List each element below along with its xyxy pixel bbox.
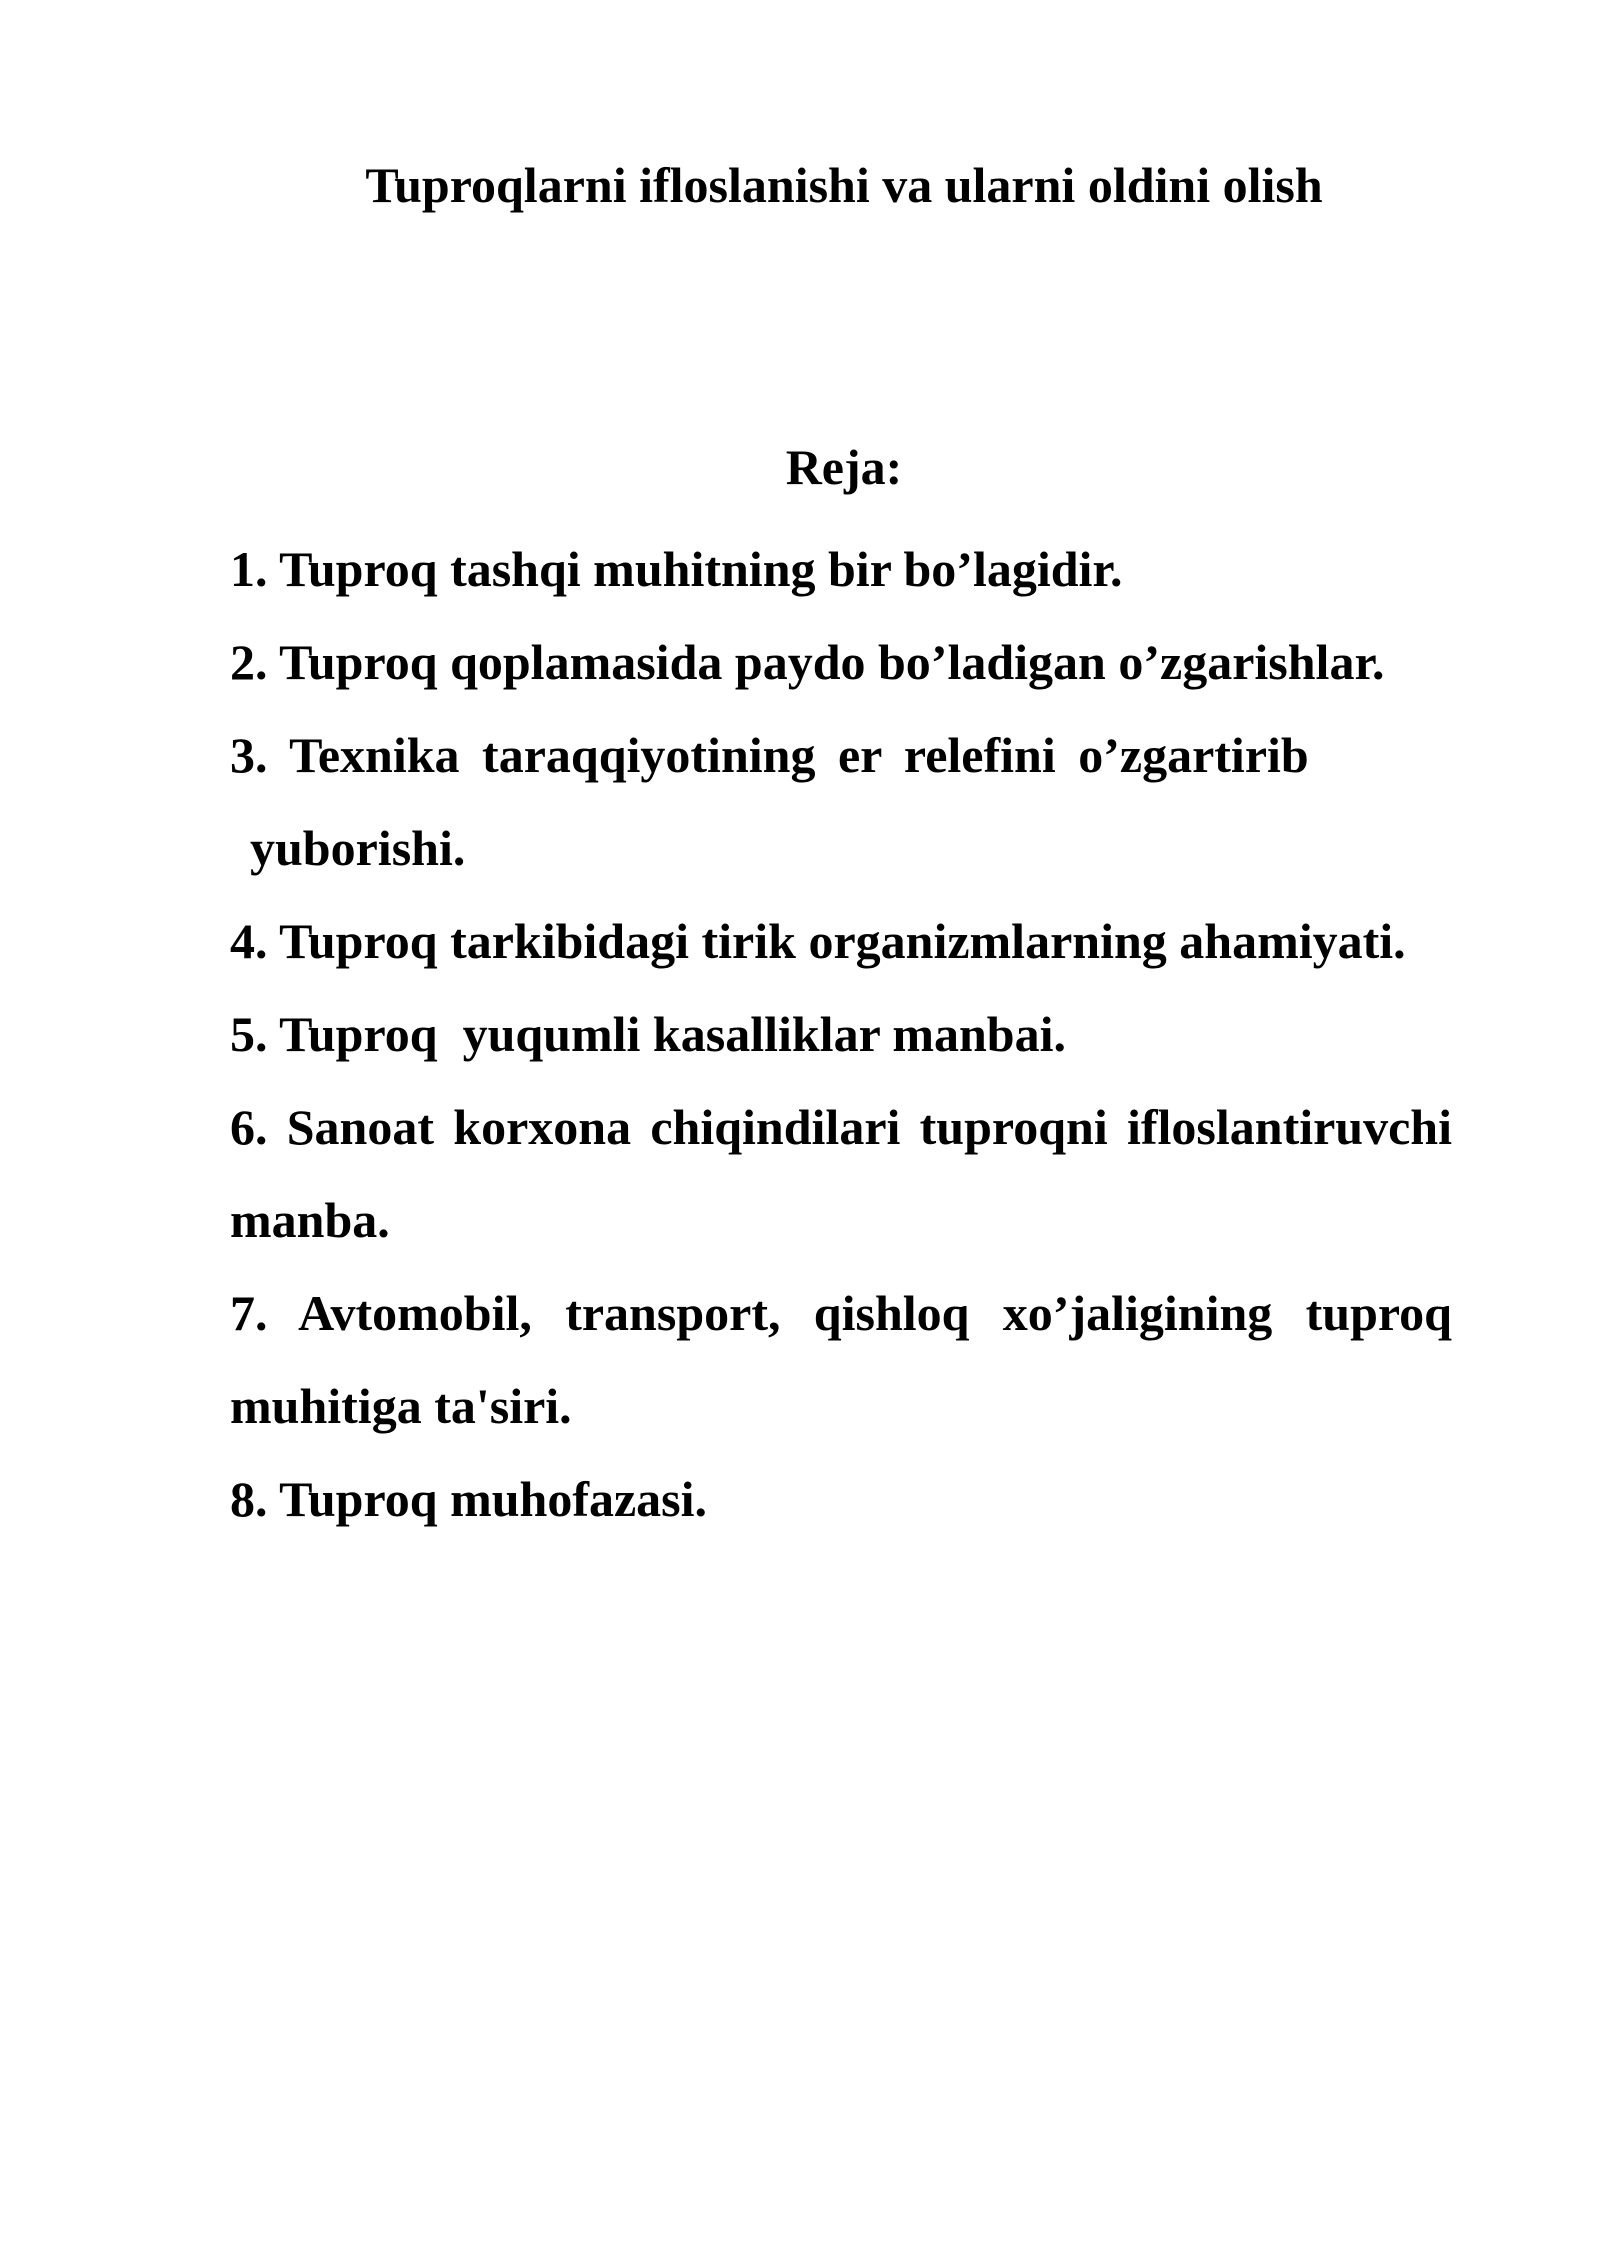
plan-item-2: 2. Tuproq qoplamasida paydo bo’ladigan o’zgarishlar. bbox=[230, 634, 1385, 690]
plan-item-4: 4. Tuproq tarkibidagi tirik organizmlarning ahamiyati. bbox=[230, 913, 1406, 969]
plan-list bbox=[230, 523, 1452, 1546]
plan-item-3-line-1: 3. Texnika taraqqiyotining er relefini o’zgartirib bbox=[230, 727, 1309, 783]
document-title: Tuproqlarni ifloslanishi va ularni oldini olish bbox=[365, 157, 1323, 213]
plan-item-3-line-2: yuborishi. bbox=[250, 820, 466, 876]
plan-item-8: 8. Tuproq muhofazasi. bbox=[230, 1471, 708, 1527]
plan-item-6: 6. Sanoat korxona chiqindilari tuproqni ifloslantiruvchi manba. bbox=[230, 1099, 1452, 1248]
plan-item-3 bbox=[230, 709, 1452, 895]
plan-item-1: 1. Tuproq tashqi muhitning bir bo’lagidir. bbox=[230, 541, 1123, 597]
plan-item-7: 7. Avtomobil, transport, qishloq xo’jaligining tuproq muhitiga ta'siri. bbox=[230, 1285, 1452, 1434]
plan-heading: Reja: bbox=[785, 439, 903, 495]
plan-item-5: 5. Tuproq yuqumli kasalliklar manbai. bbox=[230, 1006, 1067, 1062]
